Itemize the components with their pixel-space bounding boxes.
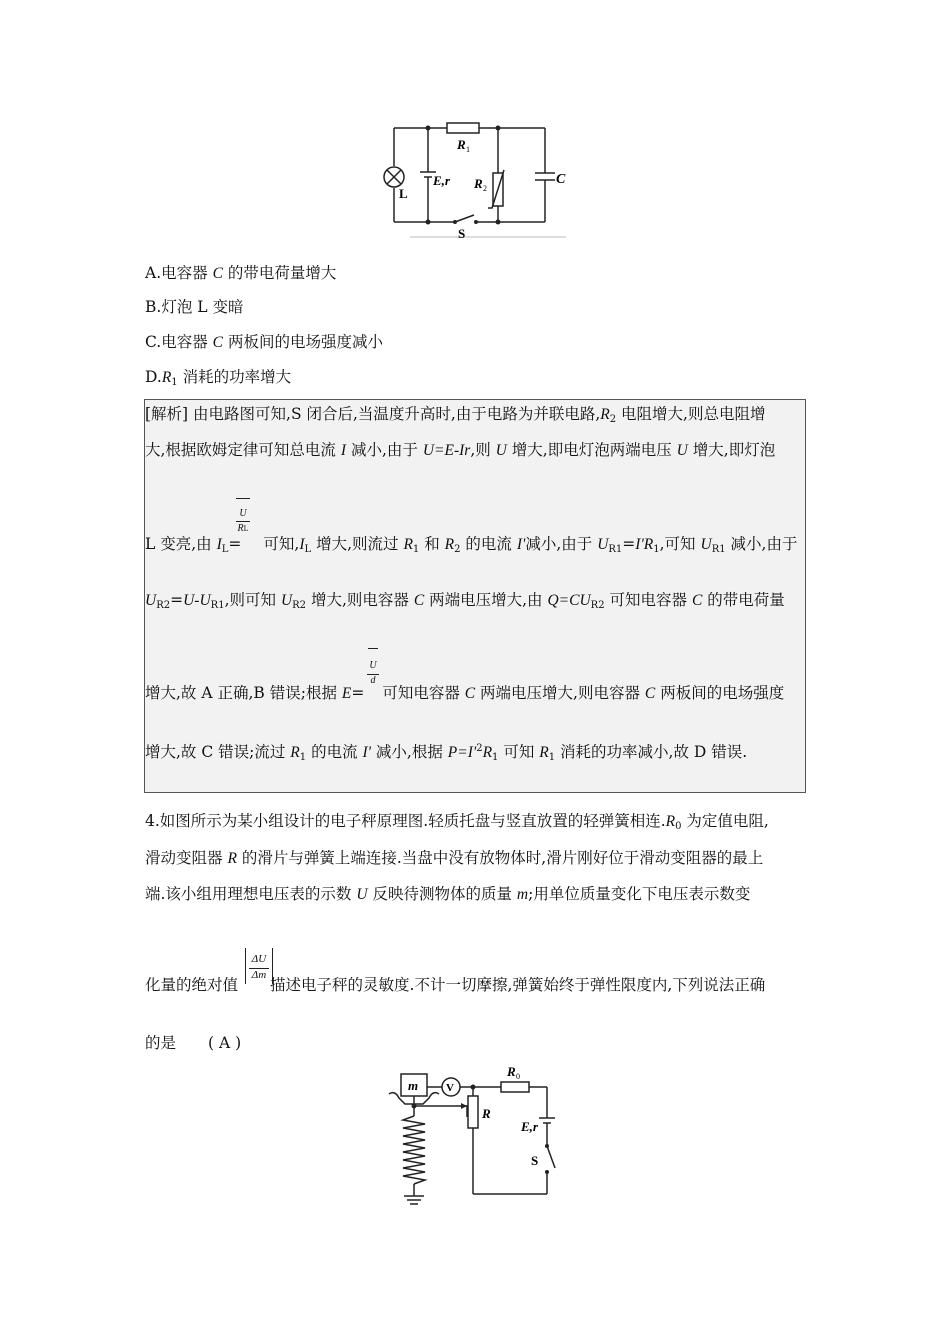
r2-label: R (474, 176, 483, 191)
question-4-line-1: 4.如图所示为某小组设计的电子秤原理图.轻质托盘与竖直放置的轻弹簧相连$.R_0$ 为定值电阻, (145, 812, 769, 832)
r0-subscript: 0 (516, 1072, 520, 1081)
r1-subscript: 1 (466, 145, 470, 154)
capacitor-label: C (556, 172, 566, 187)
fraction-2-overline (368, 648, 378, 649)
question-4-line-3: 端.该小组用理想电压表的示数 U 反映待测物体的质量 m;用单位质量变化下电压表示数变 (145, 885, 751, 903)
r2-subscript: 2 (483, 184, 487, 193)
fraction-1-numerator: U (239, 508, 247, 519)
r-label: R (482, 1106, 491, 1121)
analysis-line-3: L 变亮,由 $I_L=$ 可知$,I_L$ 增大,则流过 $R_1$ 和 $R_2$ 的电流 I'减小,由于 $U_{R1}=I'R_1$,可知 $U_{R1}$ 减小,由于 (145, 535, 798, 555)
circuit-diagram-2 (385, 1060, 565, 1210)
question-4-line-4: 化量的绝对值 描述电子秤的灵敏度.不计一切摩擦,弹簧始终于弹性限度内,下列说法正确 (145, 976, 766, 994)
voltmeter-label: V (446, 1082, 454, 1094)
fraction-3-denominator: Δm (251, 969, 267, 981)
fraction-3-numerator: ΔU (251, 953, 267, 965)
r1-label: R (457, 137, 466, 152)
switch-label: S (458, 226, 466, 241)
answer-choice: ( A ) (208, 1034, 242, 1052)
r0-label: R (507, 1064, 516, 1079)
emf-label-2: E,r (521, 1119, 538, 1134)
fraction-1-denominator: RL (237, 523, 249, 534)
lamp-label: L (399, 186, 408, 201)
switch-label-2: S (531, 1153, 539, 1168)
analysis-line-5: 增大,故 A 正确,B 错误;根据 E= 可知电容器 C 两端电压增大,则电容器 C 两板间的电场强度 (145, 684, 785, 702)
analysis-line-4: $U_{R2}=U-U_{R1}$,则可知 $U_{R2}$ 增大,则电容器 C 两端电压增大,由 $Q=CU_{R2}$ 可知电容器 C 的带电荷量 (145, 591, 785, 611)
analysis-line-2: 大,根据欧姆定律可知总电流 I 减小,由于 U=E-Ir,则 U 增大,即电灯泡两端电压 U 增大,即灯泡 (145, 441, 776, 459)
mass-label: m (408, 1078, 419, 1093)
analysis-line-1: [解析] 由电路图可知,S 闭合后,当温度升高时,由于电路为并联电路$,R_2$ 电阻增大,则总电阻增 (145, 405, 766, 425)
emf-label: E,r (433, 173, 450, 188)
fraction-1-bar (236, 521, 250, 522)
fraction-2-denominator: d (370, 675, 376, 686)
fraction-2-numerator: U (369, 660, 377, 671)
option-a: A.电容器 C 的带电荷量增大 (145, 264, 337, 282)
option-d: $D.R_1$ 消耗的功率增大 (145, 368, 292, 388)
analysis-line-6: 增大,故 C 错误;流过 $R_1$ 的电流 I' 减小,根据 $P=I'^2R_1$ 可知 $R_1$ 消耗的功率减小,故 D 错误. (145, 743, 748, 763)
question-4-line-5: 的是 ( A ) (145, 1034, 242, 1052)
option-c: C.电容器 C 两板间的电场强度减小 (145, 333, 383, 351)
question-4-line-2: 滑动变阻器 R 的滑片与弹簧上端连接.当盘中没有放物体时,滑片刚好位于滑动变阻器的最上 (145, 849, 764, 867)
option-b: B.灯泡 L 变暗 (145, 298, 244, 316)
fraction-1-overline (236, 498, 250, 499)
circuit-diagram-1 (380, 118, 570, 243)
